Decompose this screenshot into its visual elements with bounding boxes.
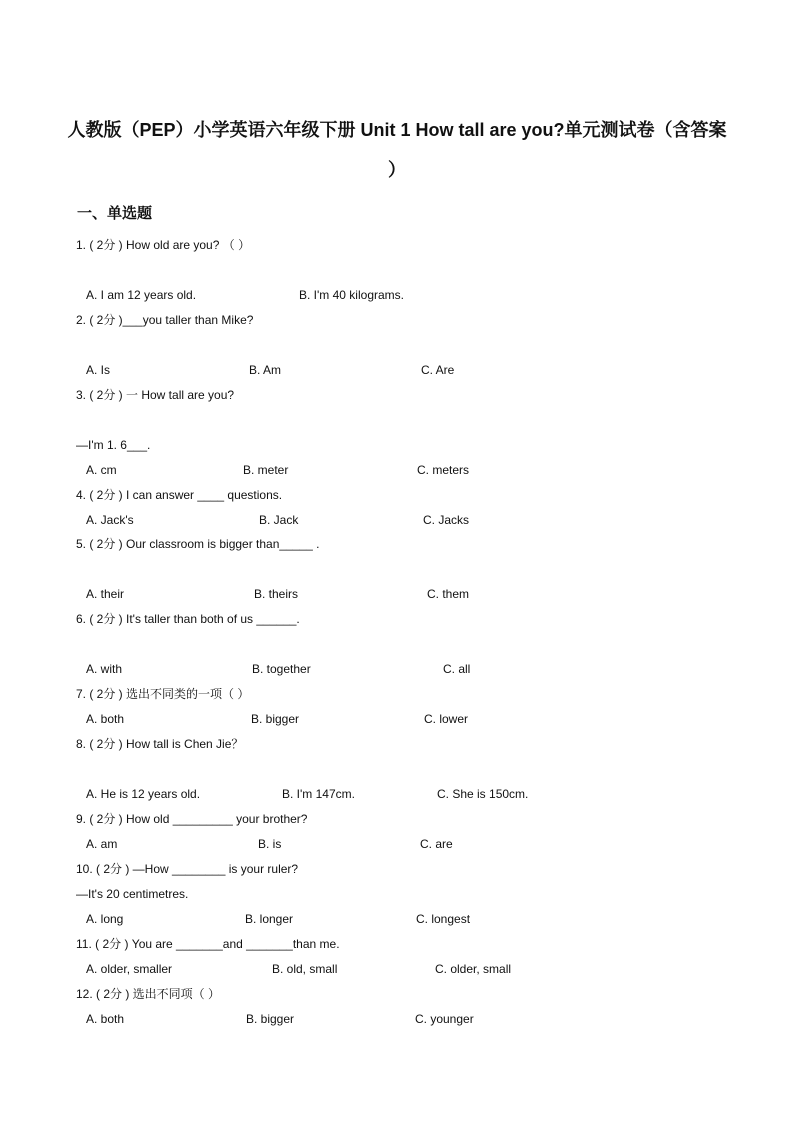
question-stem: 9. ( 2分 ) How old _________ your brother?	[76, 812, 308, 826]
question-stem: 1. ( 2分 ) How old are you? （ ）	[76, 238, 251, 252]
answer-option: A. Is	[86, 363, 111, 377]
document-title: 人教版（PEP）小学英语六年级下册 Unit 1 How tall are you?单元测试卷（含答案	[67, 120, 727, 140]
answer-option: A. cm	[86, 463, 117, 477]
answer-option: B. theirs	[254, 587, 299, 601]
answer-option: A. long	[86, 912, 124, 926]
answer-option: A. both	[86, 1012, 125, 1026]
question-stem: 6. ( 2分 ) It's taller than both of us ______.	[76, 612, 300, 626]
answer-option: C. them	[427, 587, 470, 601]
answer-option: B. is	[258, 837, 282, 851]
answer-option: B. Jack	[259, 513, 299, 527]
answer-option: A. their	[86, 587, 125, 601]
answer-option: A. He is 12 years old.	[86, 787, 201, 801]
question-stem: 3. ( 2分 ) 一 How tall are you?	[76, 388, 235, 402]
answer-option: A. am	[86, 837, 118, 851]
answer-option: B. bigger	[251, 712, 300, 726]
question-stem: 7. ( 2分 ) 选出不同类的一项（ ）	[76, 687, 250, 701]
question-stem: 12. ( 2分 ) 选出不同项（ ）	[76, 987, 221, 1001]
answer-option: C. are	[420, 837, 453, 851]
question-stem: 10. ( 2分 ) —How ________ is your ruler?	[76, 862, 299, 876]
answer-option: B. I'm 40 kilograms.	[299, 288, 404, 302]
answer-option: B. old, small	[272, 962, 338, 976]
answer-option: A. I am 12 years old.	[86, 288, 197, 302]
answer-option: A. both	[86, 712, 125, 726]
answer-option: A. older, smaller	[86, 962, 173, 976]
answer-option: A. with	[86, 662, 123, 676]
answer-option: B. bigger	[246, 1012, 295, 1026]
answer-option: B. longer	[245, 912, 294, 926]
answer-option: C. meters	[417, 463, 470, 477]
answer-option: C. She is 150cm.	[437, 787, 529, 801]
answer-option: B. Am	[249, 363, 282, 377]
answer-option: B. I'm 147cm.	[282, 787, 355, 801]
section-heading: 一、单选题	[77, 205, 153, 222]
answer-option: B. together	[252, 662, 311, 676]
question-dialogue-line: —I'm 1. 6___.	[76, 438, 151, 452]
answer-option: C. lower	[424, 712, 469, 726]
question-stem: 2. ( 2分 )___you taller than Mike?	[76, 313, 254, 327]
question-dialogue-line: —It's 20 centimetres.	[76, 887, 189, 901]
answer-option: C. Are	[421, 363, 455, 377]
answer-option: C. older, small	[435, 962, 512, 976]
answer-option: C. all	[443, 662, 471, 676]
answer-option: A. Jack's	[86, 513, 134, 527]
question-stem: 5. ( 2分 ) Our classroom is bigger than_____ .	[76, 537, 320, 551]
answer-option: C. younger	[415, 1012, 474, 1026]
document-title-continuation: ）	[388, 160, 406, 180]
question-stem: 11. ( 2分 ) You are _______and _______than me.	[76, 937, 340, 951]
answer-option: B. meter	[243, 463, 289, 477]
answer-option: C. Jacks	[423, 513, 470, 527]
answer-option: C. longest	[416, 912, 471, 926]
question-stem: 8. ( 2分 ) How tall is Chen Jie？	[76, 737, 244, 751]
question-stem: 4. ( 2分 ) I can answer ____ questions.	[76, 488, 283, 502]
